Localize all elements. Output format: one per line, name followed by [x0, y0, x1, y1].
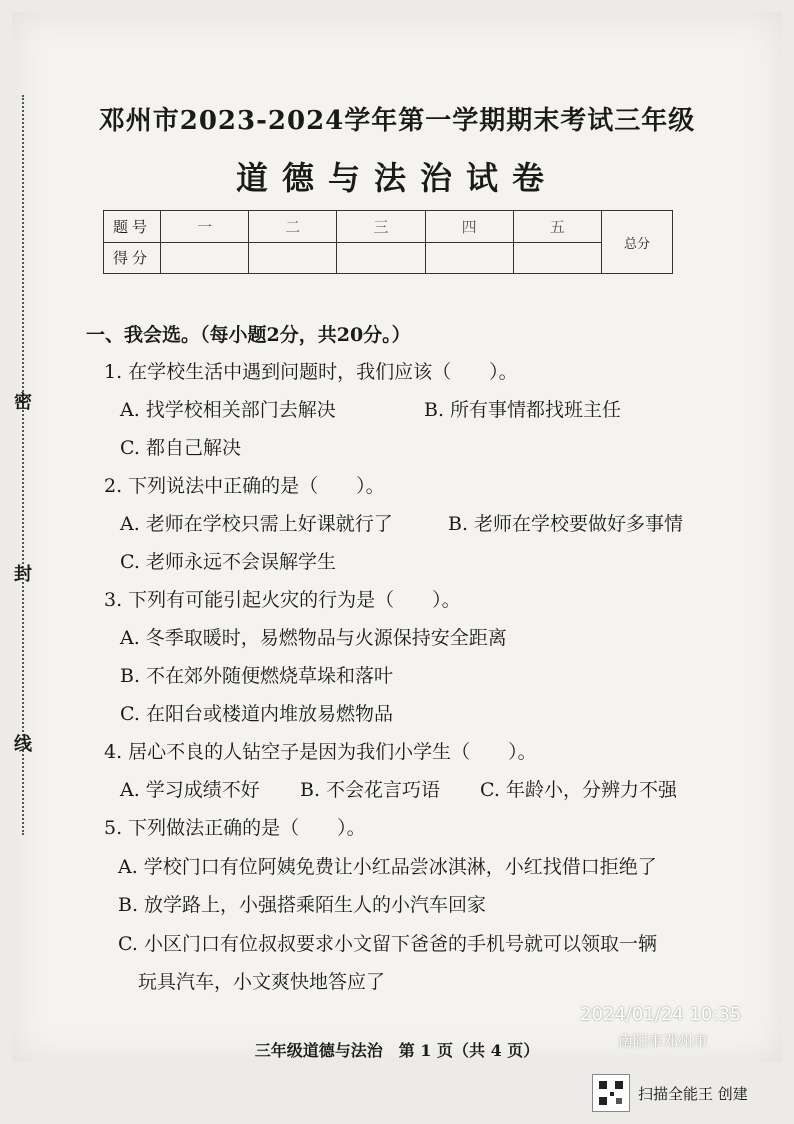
score-col-2: 二 — [249, 211, 337, 243]
score-cell — [337, 242, 425, 274]
option-c: C. 在阳台或楼道内堆放易燃物品 — [120, 703, 393, 725]
option-b: B. 放学路上，小强搭乘陌生人的小汽车回家 — [118, 894, 487, 916]
score-col-1: 一 — [161, 211, 249, 243]
question-stem: 2. 下列说法中正确的是（ ）。 — [104, 475, 385, 497]
option-a: A. 学习成绩不好 — [120, 779, 260, 801]
score-cell — [513, 242, 601, 274]
score-col-5: 五 — [513, 211, 601, 243]
section-heading: 一、我会选。（每小题2分，共20分。） — [86, 324, 411, 346]
score-table-score-row — [104, 242, 673, 274]
option-b: B. 老师在学校要做好多事情 — [448, 513, 684, 535]
score-total-label: 总分 — [602, 211, 673, 274]
score-table-header-row — [104, 211, 673, 243]
camscanner-logo-icon — [592, 1074, 630, 1112]
timestamp-watermark: 2024/01/24 10:35 — [580, 1004, 742, 1025]
option-b: B. 所有事情都找班主任 — [424, 399, 622, 421]
page-footer: 三年级道德与法治 第 1 页（共 4 页） — [254, 1041, 540, 1060]
question-stem: 4. 居心不良的人钻空子是因为我们小学生（ ）。 — [104, 741, 537, 763]
option-c: C. 小区门口有位叔叔要求小文留下爸爸的手机号就可以领取一辆 — [118, 933, 657, 955]
option-c-continued: 玩具汽车，小文爽快地答应了 — [138, 971, 386, 993]
score-cell — [161, 242, 249, 274]
score-cell — [425, 242, 513, 274]
question-stem: 5. 下列做法正确的是（ ）。 — [104, 817, 366, 839]
location-watermark: 南阳市邓州市 — [618, 1032, 709, 1050]
option-b: B. 不在郊外随便燃烧草垛和落叶 — [120, 665, 394, 687]
option-c: C. 年龄小，分辨力不强 — [480, 779, 677, 801]
option-c: C. 老师永远不会误解学生 — [120, 551, 336, 573]
score-col-4: 四 — [425, 211, 513, 243]
side-mark-xian: 线 — [14, 734, 32, 755]
option-a: A. 找学校相关部门去解决 — [120, 399, 336, 421]
scanner-badge — [592, 1075, 748, 1111]
side-mark-feng: 封 — [14, 564, 32, 585]
question-stem: 1. 在学校生活中遇到问题时，我们应该（ ）。 — [104, 361, 518, 383]
score-col-3: 三 — [337, 211, 425, 243]
exam-title: 邓州市2023-2024学年第一学期期末考试三年级 — [98, 106, 696, 136]
binding-dotted-line — [22, 95, 24, 835]
question-stem: 3. 下列有可能引起火灾的行为是（ ）。 — [104, 589, 461, 611]
option-c: C. 都自己解决 — [120, 437, 241, 459]
score-table-row-label: 题号 — [104, 211, 161, 243]
option-a: A. 冬季取暖时，易燃物品与火源保持安全距离 — [120, 627, 507, 649]
side-mark-mi: 密 — [14, 392, 32, 413]
score-cell — [249, 242, 337, 274]
score-table — [103, 210, 673, 274]
exam-subtitle: 道德与法治试卷 — [235, 159, 558, 197]
option-a: A. 学校门口有位阿姨免费让小红品尝冰淇淋，小红找借口拒绝了 — [118, 856, 657, 878]
score-table-row-label: 得分 — [104, 242, 161, 274]
option-a: A. 老师在学校只需上好课就行了 — [120, 513, 393, 535]
scanner-text: 扫描全能王 创建 — [638, 1084, 748, 1103]
option-b: B. 不会花言巧语 — [300, 779, 441, 801]
